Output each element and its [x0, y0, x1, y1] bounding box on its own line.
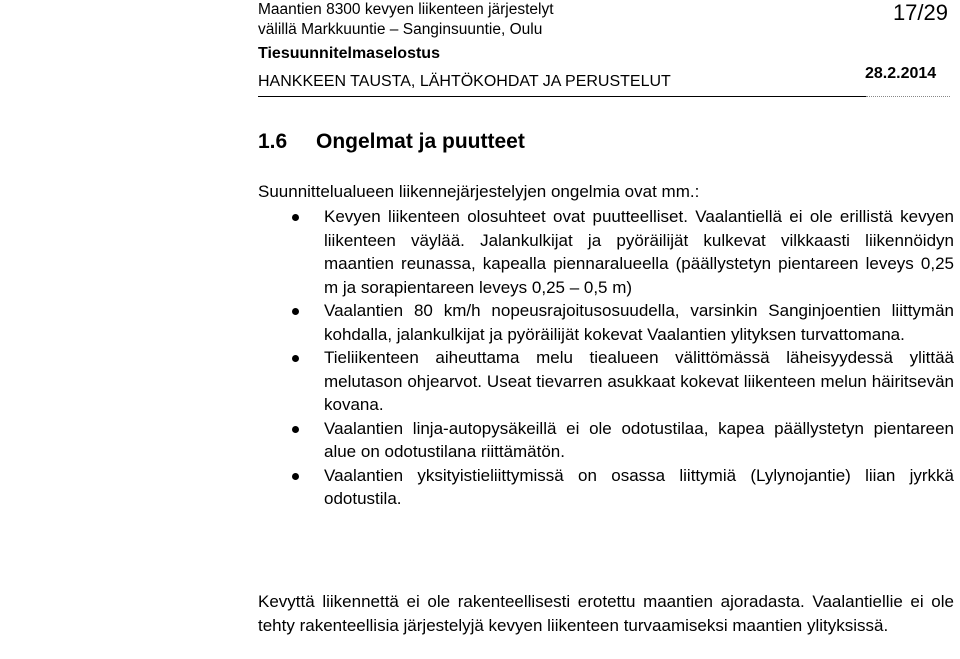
list-item-text: Tieliikenteen aiheuttama melu tiealueen välittömässä läheisyydessä ylittää melutason ohjearvot. Useat tievarren asukkaat kokevat liikenteen melun häiritsevän kovana. — [324, 348, 954, 414]
section-number: 1.6 — [258, 130, 288, 153]
bullet-icon — [292, 426, 299, 433]
header-divider — [258, 96, 868, 97]
header-divider-dotted — [866, 96, 950, 97]
bullet-icon — [292, 308, 299, 315]
list-item — [258, 346, 954, 417]
section-title: Ongelmat ja puutteet — [316, 130, 525, 153]
list-item-text: Vaalantien 80 km/h nopeusrajoitusosuudella, varsinkin Sanginjoentien liittymän kohdalla, jalankulkijat ja pyöräilijät kokevat Vaalantien ylityksen turvattomana. — [324, 301, 954, 344]
list-item — [258, 464, 954, 511]
bullet-icon — [292, 214, 299, 221]
bullet-icon — [292, 473, 299, 480]
section-heading — [258, 128, 525, 156]
problem-list — [258, 205, 954, 511]
bullet-icon — [292, 355, 299, 362]
header-date: 28.2.2014 — [865, 65, 937, 82]
list-item-text: Vaalantien linja-autopysäkeillä ei ole odotustilaa, kapea päällystetyn pientareen alue on odotustilana riittämätön. — [324, 418, 954, 461]
list-item — [258, 417, 954, 464]
header-project-location: välillä Markkuuntie – Sanginsuuntie, Oulu — [258, 21, 543, 38]
page-number: 17/29 — [892, 0, 948, 25]
list-item — [258, 299, 954, 346]
list-item-text: Vaalantien yksityistieliittymissä on osassa liittymiä (Lylynojantie) liian jyrkkä odotustila. — [324, 465, 954, 508]
intro-paragraph: Suunnittelualueen liikennejärjestelyjen ongelmia ovat mm.: — [258, 182, 700, 201]
list-item-text: Kevyen liikenteen olosuhteet ovat puutteelliset. Vaalantiellä ei ole erillistä kevyen liikenteen väylää. Jalankulkijat ja pyöräilijät kulkevat vilkkaasti liikennöidyn maantien reunassa, kapealla piennaralueella (päällystetyn pientareen leveys 0,25 m ja sorapientareen leveys 0,25 – 0,5 m) — [324, 207, 954, 297]
header-document-type: Tiesuunnitelmaselostus — [258, 45, 440, 62]
closing-paragraph: Kevyttä liikennettä ei ole rakenteellisesti erotettu maantien ajoradasta. Vaalantiellie ei ole tehty rakenteellisia järjestelyjä kevyen liikenteen turvaamiseksi maantien ylityksissä. — [258, 592, 954, 635]
header-project-title: Maantien 8300 kevyen liikenteen järjestelyt — [258, 1, 554, 18]
list-item — [258, 205, 954, 299]
header-chapter: HANKKEEN TAUSTA, LÄHTÖKOHDAT JA PERUSTELUT — [258, 73, 671, 90]
